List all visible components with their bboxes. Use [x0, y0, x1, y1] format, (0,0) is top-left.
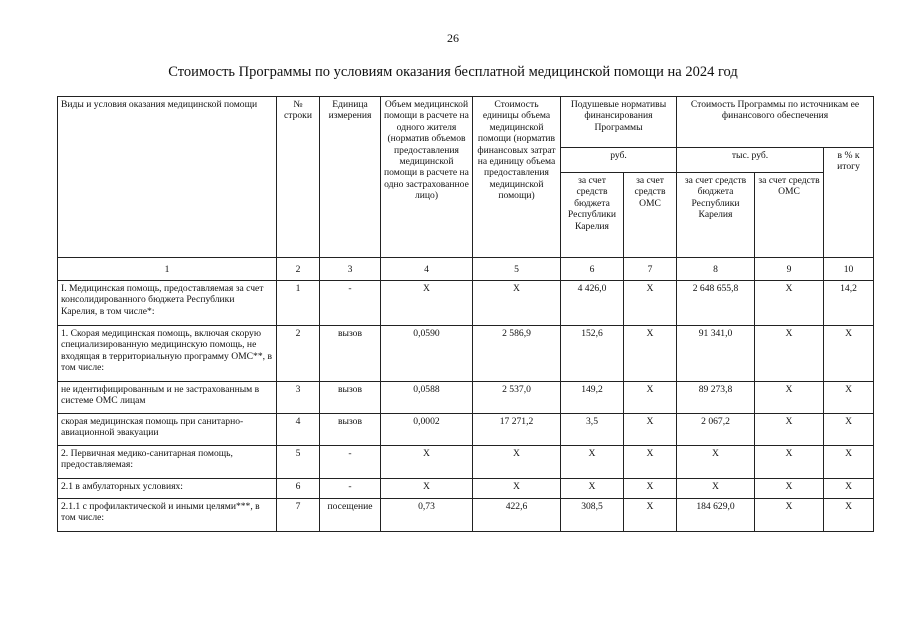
- table-cell: 3: [277, 382, 320, 414]
- cost-table: [57, 96, 874, 532]
- table-cell: Х: [381, 479, 473, 499]
- table-cell: -: [320, 281, 381, 326]
- table-cell: 184 629,0: [677, 499, 755, 532]
- header-oms-rub: за счет средств ОМС: [624, 173, 677, 258]
- table-cell: Х: [381, 281, 473, 326]
- table-cell: Х: [755, 446, 824, 479]
- table-cell: 91 341,0: [677, 326, 755, 382]
- table-cell: 3,5: [561, 414, 624, 446]
- table-cell: 422,6: [473, 499, 561, 532]
- table-cell: Х: [381, 446, 473, 479]
- table-cell: Х: [624, 382, 677, 414]
- table-cell: Х: [824, 446, 874, 479]
- table-cell: 152,6: [561, 326, 624, 382]
- header-budget-thousand: за счет средств бюджета Республики Карелия: [677, 173, 755, 258]
- table-cell: -: [320, 479, 381, 499]
- column-number: 3: [320, 258, 381, 281]
- header-unit: Единица измерения: [320, 97, 381, 258]
- table-cell: 89 273,8: [677, 382, 755, 414]
- table-cell: Х: [755, 281, 824, 326]
- table-cell: вызов: [320, 326, 381, 382]
- table-cell: Х: [824, 499, 874, 532]
- table-cell: Х: [473, 281, 561, 326]
- table-cell: 17 271,2: [473, 414, 561, 446]
- row-label: 2.1 в амбулаторных условиях:: [58, 479, 277, 499]
- table-cell: Х: [561, 446, 624, 479]
- table-cell: 0,73: [381, 499, 473, 532]
- row-label: I. Медицинская помощь, предоставляемая за счет консолидированного бюджета Республики Карелия, в том числе*:: [58, 281, 277, 326]
- header-oms-thousand: за счет средств ОМС: [755, 173, 824, 258]
- row-label: не идентифицированным и не застрахованным в системе ОМС лицам: [58, 382, 277, 414]
- table-cell: Х: [755, 479, 824, 499]
- header-percent: в % к итогу: [824, 148, 874, 258]
- table-row: [58, 382, 874, 414]
- table-cell: 7: [277, 499, 320, 532]
- table-cell: 308,5: [561, 499, 624, 532]
- table-cell: Х: [473, 479, 561, 499]
- table-cell: Х: [824, 479, 874, 499]
- table-cell: 6: [277, 479, 320, 499]
- table-cell: вызов: [320, 414, 381, 446]
- header-per-capita-group: Подушевые нормативы финансирования Программы: [561, 97, 677, 148]
- row-label: скорая медицинская помощь при санитарно-авиационной эвакуации: [58, 414, 277, 446]
- table-cell: 2 067,2: [677, 414, 755, 446]
- table-cell: Х: [561, 479, 624, 499]
- table-cell: Х: [624, 281, 677, 326]
- table-cell: посещение: [320, 499, 381, 532]
- column-numbers-row: [58, 258, 874, 281]
- column-number: 9: [755, 258, 824, 281]
- row-label: 1. Скорая медицинская помощь, включая скорую специализированную медицинскую помощь, не входящая в территориальную программу ОМС**, в том числе:: [58, 326, 277, 382]
- table-cell: Х: [824, 326, 874, 382]
- header-program-cost-group: Стоимость Программы по источникам ее финансового обеспечения: [677, 97, 874, 148]
- header-budget-rub: за счет средств бюджета Республики Карелия: [561, 173, 624, 258]
- column-number: 6: [561, 258, 624, 281]
- column-number: 8: [677, 258, 755, 281]
- table-cell: 0,0588: [381, 382, 473, 414]
- table-cell: 149,2: [561, 382, 624, 414]
- table-cell: Х: [755, 382, 824, 414]
- header-row: [58, 97, 874, 148]
- table-cell: Х: [624, 499, 677, 532]
- row-label: 2. Первичная медико-санитарная помощь, предоставляемая:: [58, 446, 277, 479]
- table-cell: Х: [755, 326, 824, 382]
- table-row: [58, 479, 874, 499]
- header-volume: Объем медицинской помощи в расчете на одного жителя (норматив объемов предоставления медицинской помощи в расчете на одно застрахованное лицо): [381, 97, 473, 258]
- table-row: [58, 499, 874, 532]
- table-cell: вызов: [320, 382, 381, 414]
- table-cell: -: [320, 446, 381, 479]
- column-number: 5: [473, 258, 561, 281]
- table-cell: Х: [824, 382, 874, 414]
- table-row: [58, 281, 874, 326]
- table-row: [58, 414, 874, 446]
- table-row: [58, 446, 874, 479]
- table-cell: 5: [277, 446, 320, 479]
- table-cell: 0,0590: [381, 326, 473, 382]
- table-cell: 4 426,0: [561, 281, 624, 326]
- table-cell: 2 537,0: [473, 382, 561, 414]
- table-cell: Х: [677, 479, 755, 499]
- table-cell: 1: [277, 281, 320, 326]
- table-cell: Х: [624, 446, 677, 479]
- header-thousand-rub: тыс. руб.: [677, 148, 824, 173]
- table-cell: Х: [624, 479, 677, 499]
- table-cell: 0,0002: [381, 414, 473, 446]
- table-cell: 14,2: [824, 281, 874, 326]
- table-cell: Х: [624, 326, 677, 382]
- column-number: 2: [277, 258, 320, 281]
- table-cell: Х: [755, 499, 824, 532]
- page-number: 26: [447, 31, 459, 45]
- column-number: 7: [624, 258, 677, 281]
- column-number: 10: [824, 258, 874, 281]
- table-cell: 2: [277, 326, 320, 382]
- header-rub: руб.: [561, 148, 677, 173]
- row-label: 2.1.1 с профилактической и иными целями***, в том числе:: [58, 499, 277, 532]
- header-unit-cost: Стоимость единицы объема медицинской помощи (норматив финансовых затрат на единицу объема предоставления медицинской помощи): [473, 97, 561, 258]
- table-cell: 4: [277, 414, 320, 446]
- table-cell: Х: [473, 446, 561, 479]
- header-types: Виды и условия оказания медицинской помощи: [58, 97, 277, 258]
- header-row-number: № строки: [277, 97, 320, 258]
- table-cell: 2 586,9: [473, 326, 561, 382]
- column-number: 1: [58, 258, 277, 281]
- table-row: [58, 326, 874, 382]
- table-cell: 2 648 655,8: [677, 281, 755, 326]
- column-number: 4: [381, 258, 473, 281]
- document-title: Стоимость Программы по условиям оказания бесплатной медицинской помощи на 2024 год: [168, 64, 738, 80]
- table-cell: Х: [677, 446, 755, 479]
- table-cell: Х: [755, 414, 824, 446]
- table-cell: Х: [824, 414, 874, 446]
- table-cell: Х: [624, 414, 677, 446]
